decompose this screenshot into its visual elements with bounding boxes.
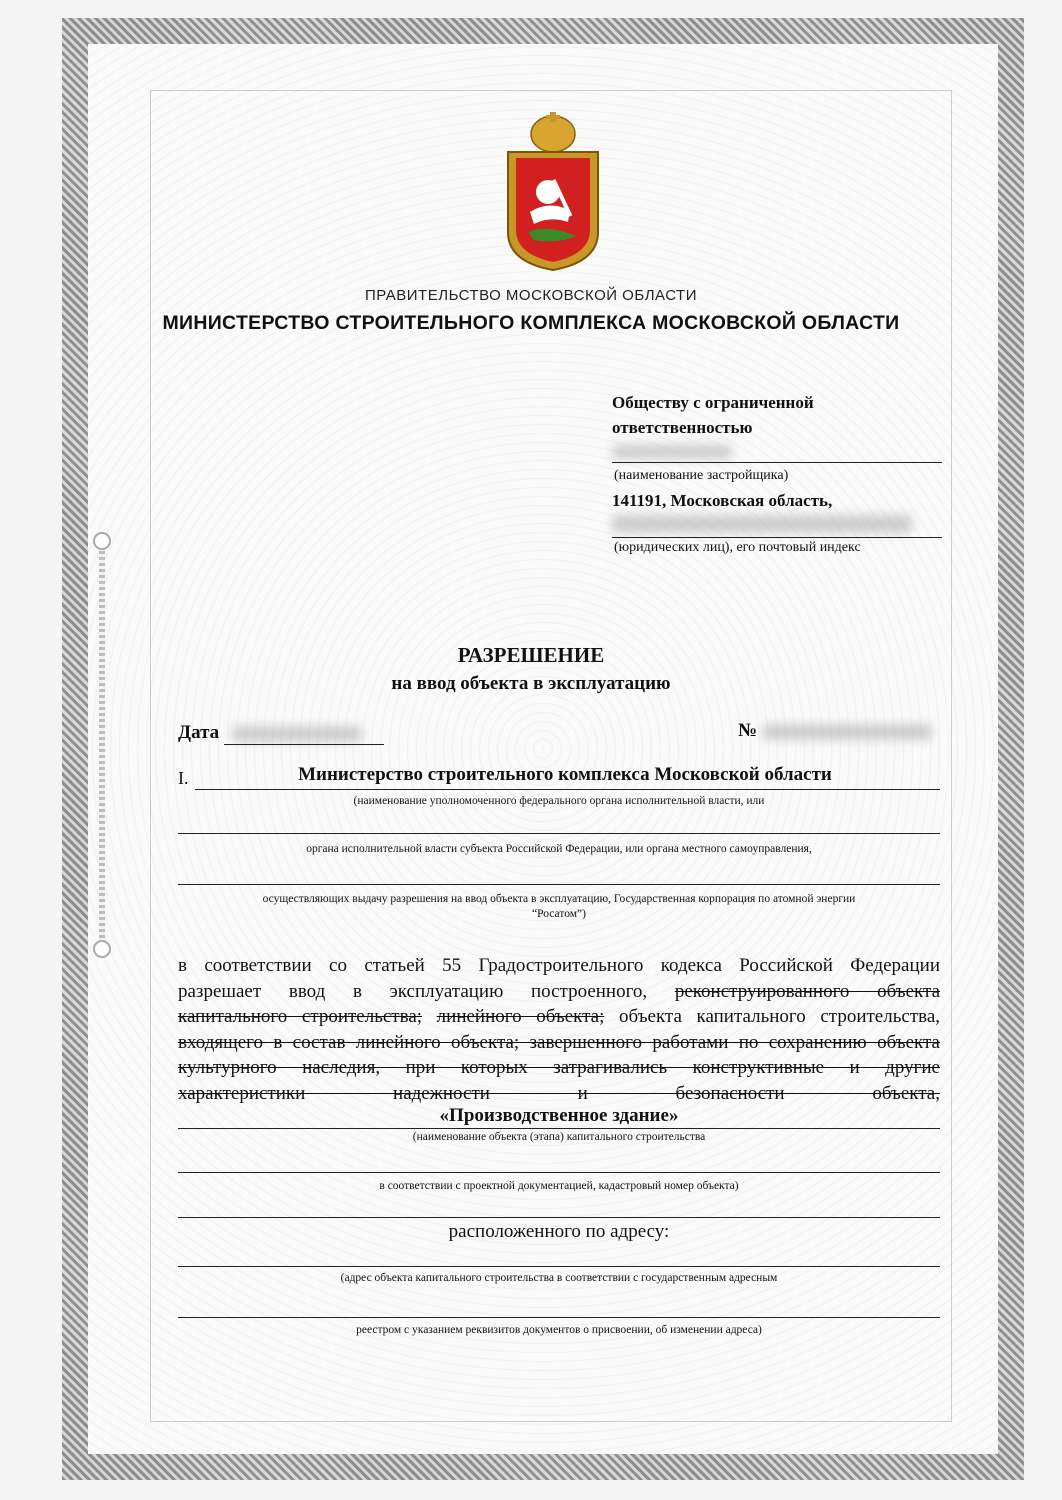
object-caption-1: (наименование объекта (этапа) капитального строительства <box>412 1131 706 1143</box>
ministry-heading: МИНИСТЕРСТВО СТРОИТЕЛЬНОГО КОМПЛЕКСА МОСКОВСКОЙ ОБЛАСТИ <box>162 312 900 334</box>
postal-underline <box>612 537 942 538</box>
postal-caption: (юридических лиц), его почтовый индекс <box>614 540 861 555</box>
authority-underline <box>195 789 940 790</box>
date-underline <box>224 744 384 745</box>
authority-line-2 <box>178 833 940 834</box>
permit-text <box>178 953 940 1106</box>
address-label: расположенного по адресу: <box>448 1221 670 1242</box>
object-name: «Производственное здание» <box>439 1105 679 1126</box>
object-underline <box>178 1128 940 1129</box>
addressee-line-1: Обществу с ограниченной <box>612 393 814 412</box>
redacted-postal-address <box>612 515 912 533</box>
redacted-developer-name <box>612 445 732 459</box>
permit-text-line-3 <box>178 1004 940 1030</box>
permit-text-line-6: характеристики надежности и безопасности объекта, <box>178 1082 940 1104</box>
permit-text-line-2 <box>178 979 940 1005</box>
document-subtitle: на ввод объекта в эксплуатацию <box>391 673 671 694</box>
authority-caption-2: органа исполнительной власти субъекта Российской Федерации, или органа местного самоуправления, <box>306 843 812 855</box>
object-caption-3: (адрес объекта капитального строительства в соответствии с государственным адресным <box>340 1272 778 1284</box>
permit-text-line-2a: разрешает ввод в эксплуатацию построенного, <box>178 980 648 1002</box>
address-line-1 <box>178 1266 940 1267</box>
developer-caption: (наименование застройщика) <box>614 468 789 483</box>
permit-text-line-3a: капитального строительства; <box>178 1006 423 1027</box>
government-heading: ПРАВИТЕЛЬСТВО МОСКОВСКОЙ ОБЛАСТИ <box>364 287 697 304</box>
authority-caption-3a: осуществляющих выдачу разрешения на ввод объекта в эксплуатацию, Государственная корпорация по атомной энергии <box>262 893 856 905</box>
permit-text-line-5: культурного наследия, при которых затрагивались конструктивные и другие <box>178 1057 940 1078</box>
binding-hole-top <box>93 532 111 550</box>
object-line-2 <box>178 1172 940 1173</box>
object-caption-4: реестром с указанием реквизитов документов о присвоении, об изменении адреса) <box>356 1324 762 1336</box>
permit-text-line-2b: реконструированного объекта <box>674 980 941 1002</box>
number-label: № <box>738 720 758 741</box>
redacted-number <box>762 724 932 740</box>
coat-of-arms-icon <box>498 112 608 272</box>
address-line-2 <box>178 1317 940 1318</box>
permit-text-line-1: в соответствии со статьей 55 Градостроительного кодекса Российской Федерации <box>178 955 940 976</box>
object-line-3 <box>178 1217 940 1218</box>
object-caption-2: в соответствии с проектной документацией, кадастровый номер объекта) <box>379 1180 739 1192</box>
section-number: I. <box>178 768 189 788</box>
authority-caption-3b: “Росатом”) <box>532 908 586 920</box>
binding-hole-bottom <box>93 940 111 958</box>
redacted-date <box>232 726 362 742</box>
permit-text-line-3b: линейного объекта; <box>436 1006 605 1027</box>
postal-line: 141191, Московская область, <box>612 491 833 510</box>
authority-caption-1: (наименование уполномоченного федерального органа исполнительной власти, или <box>353 795 765 807</box>
permit-text-line-4: входящего в состав линейного объекта; завершенного работами по сохранению объекта <box>178 1031 940 1053</box>
date-label: Дата <box>178 722 220 743</box>
developer-underline <box>612 462 942 463</box>
document-title: РАЗРЕШЕНИЕ <box>457 643 605 667</box>
binding-thread <box>99 540 105 950</box>
issuing-authority: Министерство строительного комплекса Московской области <box>298 764 832 785</box>
permit-text-line-3c: объекта капитального строительства, <box>619 1006 941 1027</box>
authority-line-3 <box>178 884 940 885</box>
addressee-line-2: ответственностью <box>612 418 753 437</box>
